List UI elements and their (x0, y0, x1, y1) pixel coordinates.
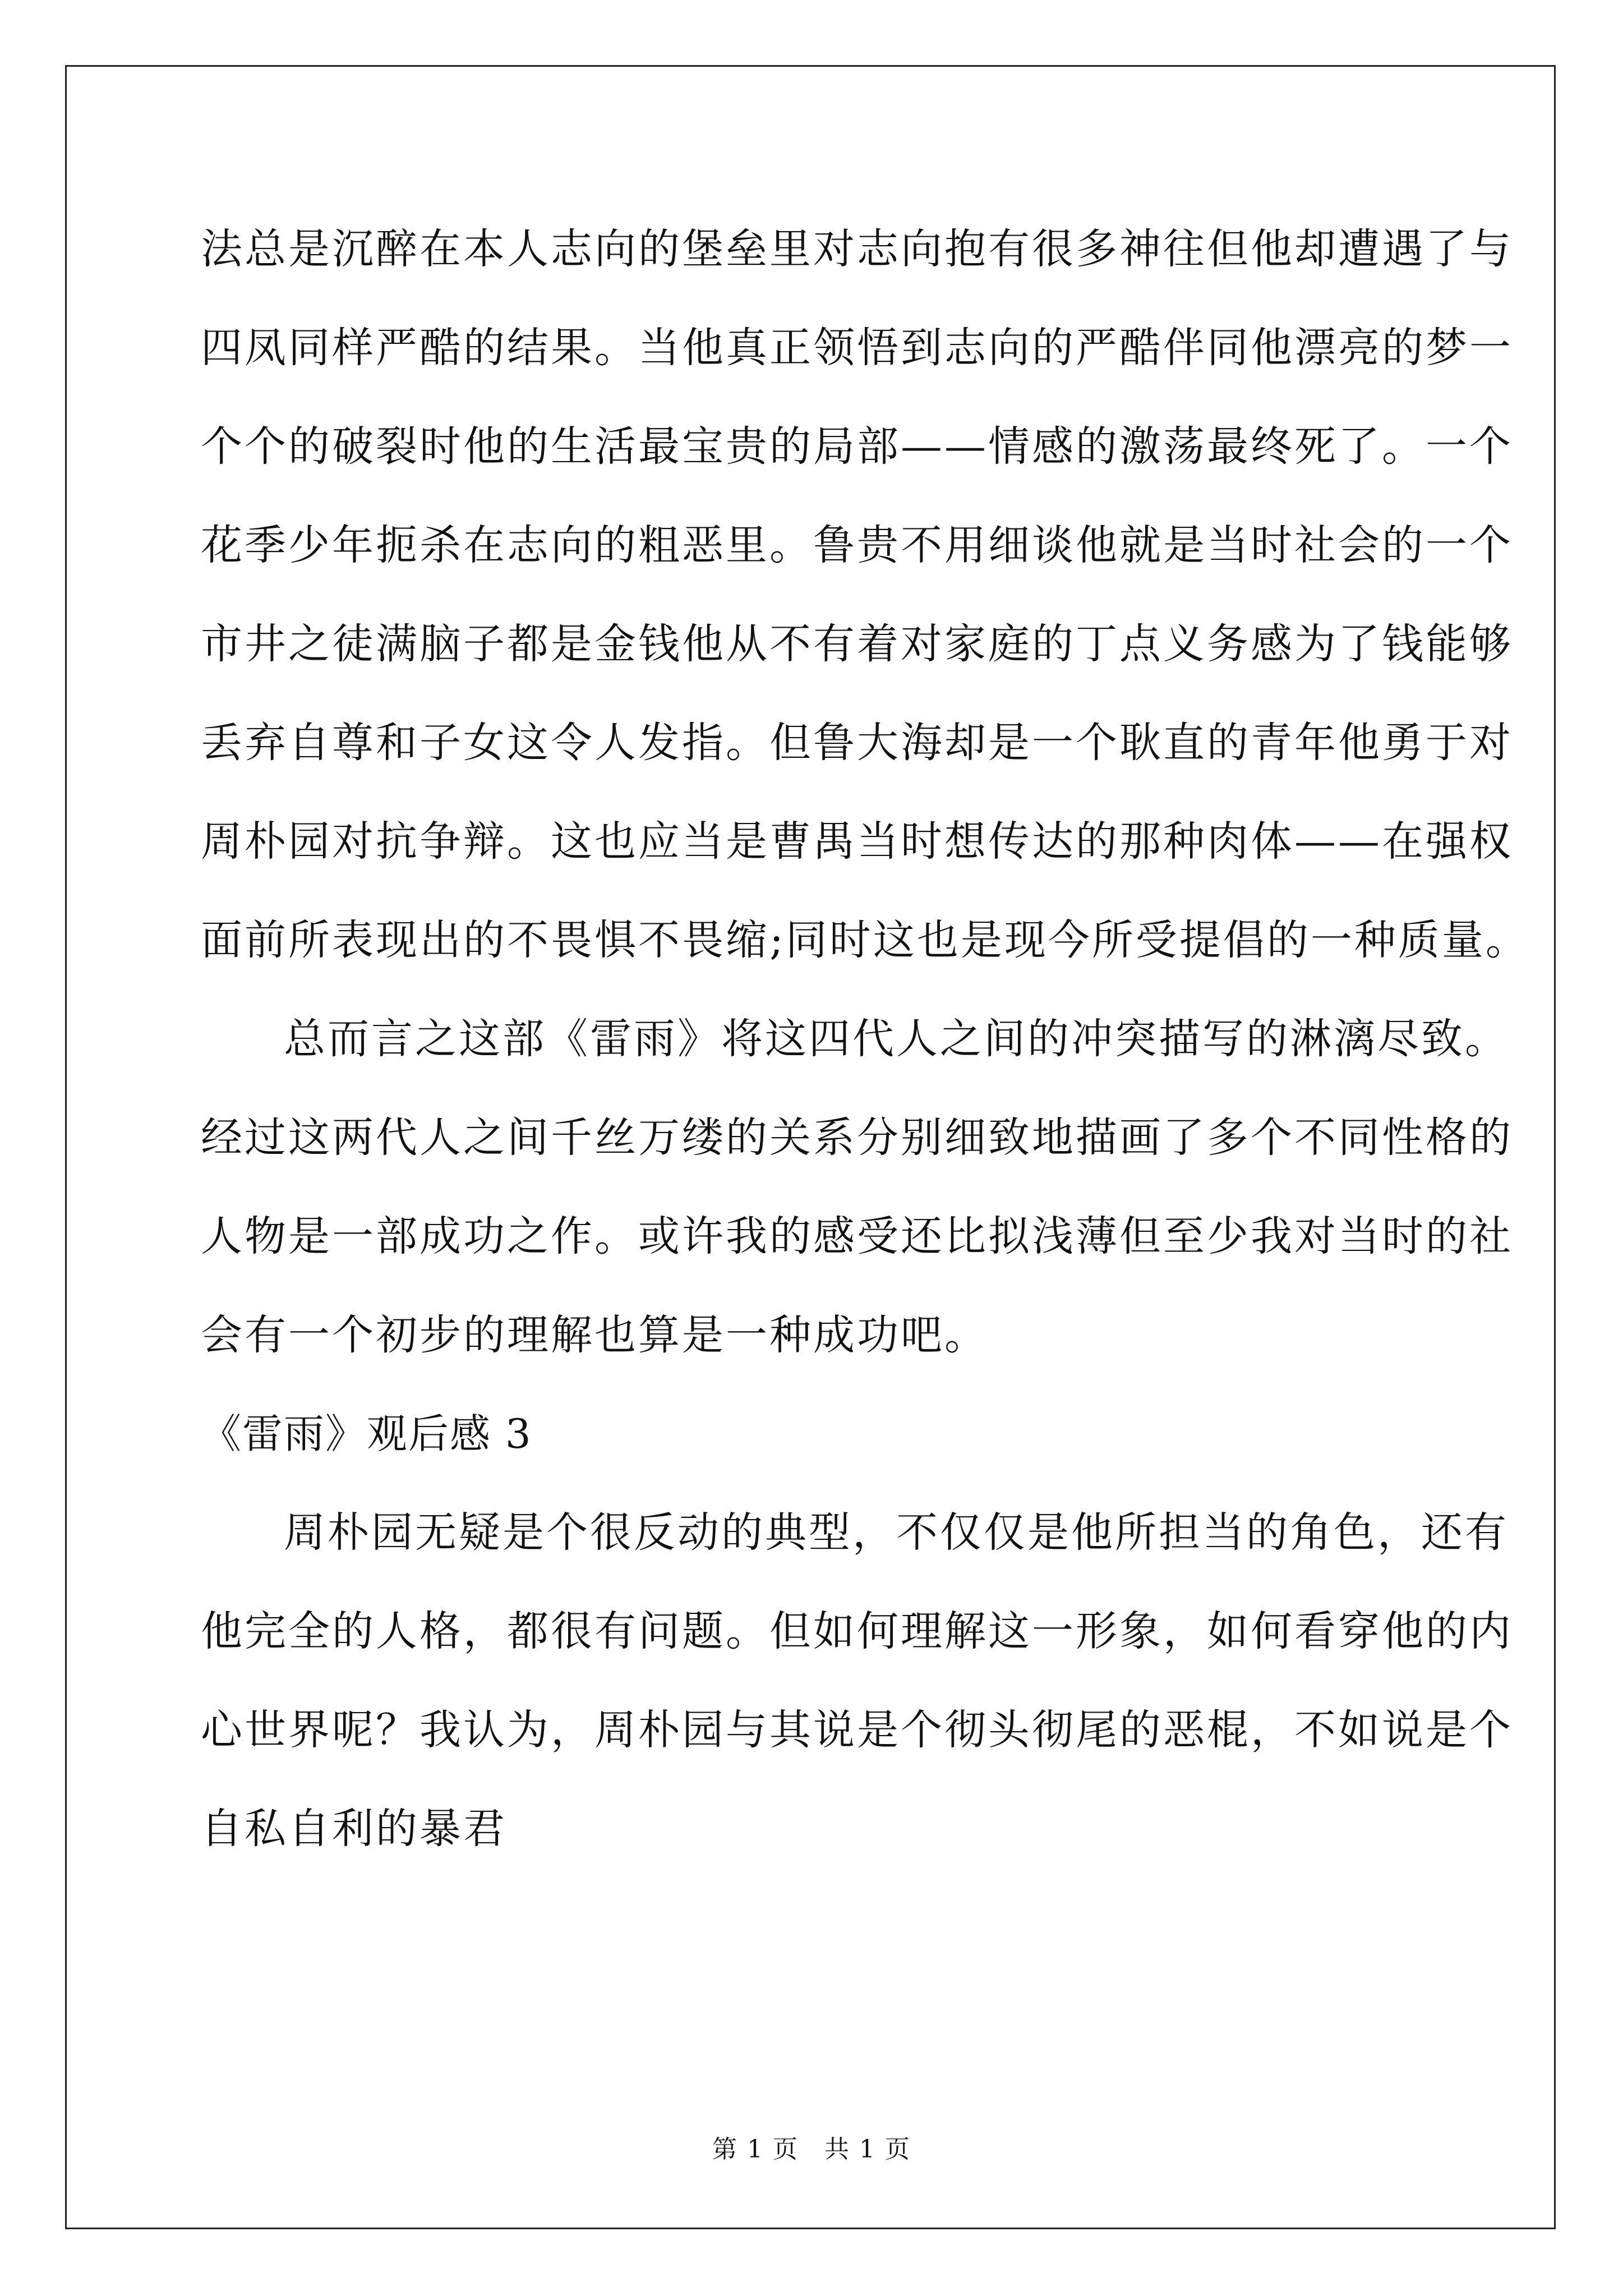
text-line: 个个的破裂时他的生活最宝贵的局部——情感的激荡最终死了。一个 (201, 422, 1513, 471)
text-line: 人物是一部成功之作。或许我的感受还比拟浅薄但至少我对当时的社 (201, 1212, 1513, 1260)
text-line: 法总是沉醉在本人志向的堡垒里对志向抱有很多神往但他却遭遇了与 (201, 225, 1513, 273)
paragraph-start-line: 周朴园无疑是个很反动的典型，不仅仅是他所担当的角色，还有 (284, 1508, 1509, 1557)
section-heading: 《雷雨》观后感 3 (201, 1410, 532, 1457)
text-line: 花季少年扼杀在志向的粗恶里。鲁贵不用细谈他就是当时社会的一个 (201, 521, 1513, 569)
text-line: 自私自利的暴君 (201, 1805, 507, 1853)
page-footer: 第 1 页 共 1 页 (712, 2135, 911, 2164)
document-body (201, 200, 1529, 1878)
text-line: 面前所表现出的不畏惧不畏缩;同时这也是现今所受提倡的一种质量。 (201, 916, 1529, 964)
text-line: 四凤同样严酷的结果。当他真正领悟到志向的严酷伴同他漂亮的梦一 (201, 324, 1513, 372)
text-line: 他完全的人格，都很有问题。但如何理解这一形象，如何看穿他的内 (201, 1607, 1513, 1655)
text-line: 心世界呢？我认为，周朴园与其说是个彻头彻尾的恶棍，不如说是个 (201, 1706, 1513, 1754)
text-line: 会有一个初步的理解也算是一种成功吧。 (201, 1311, 988, 1359)
text-line: 经过这两代人之间千丝万缕的关系分别细致地描画了多个不同性格的 (201, 1114, 1513, 1162)
text-line: 周朴园对抗争辩。这也应当是曹禺当时想传达的那种肉体——在强权 (201, 817, 1513, 866)
paragraph-start-line: 总而言之这部《雷雨》将这四代人之间的冲突描写的淋漓尽致。 (284, 1015, 1509, 1063)
text-line: 市井之徒满脑子都是金钱他从不有着对家庭的丁点义务感为了钱能够 (201, 620, 1513, 668)
text-line: 丢弃自尊和子女这令人发指。但鲁大海却是一个耿直的青年他勇于对 (201, 719, 1513, 767)
